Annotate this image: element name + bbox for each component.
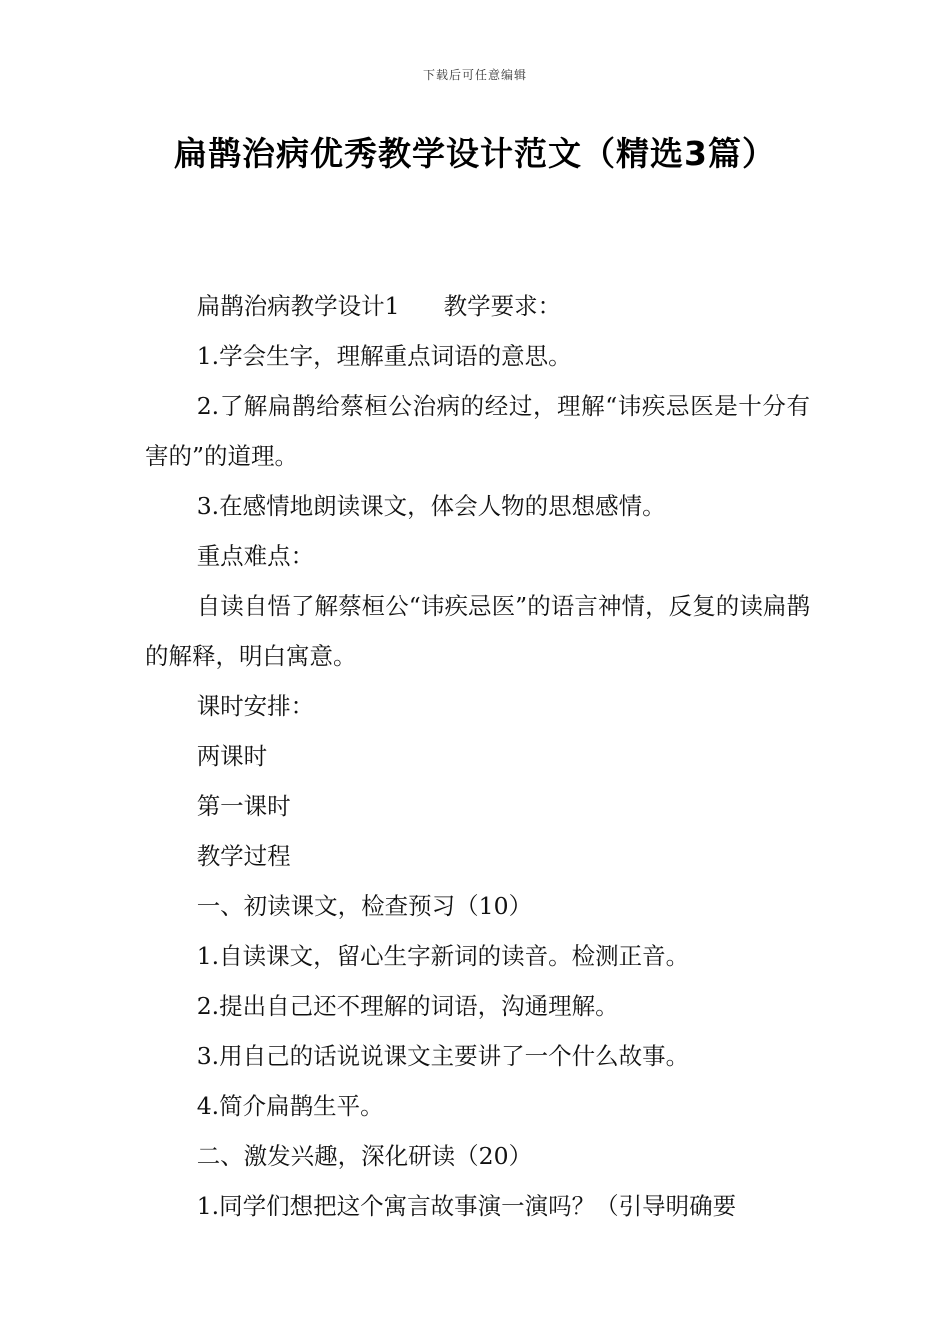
- paragraph: 自读自悟了解蔡桓公“讳疾忌医”的语言神情，反复的读扁鹊的解释，明白寓意。: [145, 592, 810, 670]
- paragraph: 第一课时: [196, 792, 291, 820]
- paragraph: 1.学会生字，理解重点词语的意思。: [196, 342, 572, 370]
- paragraph: 教学过程: [196, 842, 291, 870]
- section-subtitle: 教学要求：: [443, 292, 562, 320]
- document-body: [145, 281, 810, 1231]
- paragraph: 4.简介扁鹊生平。: [196, 1092, 384, 1120]
- paragraph: 两课时: [196, 742, 268, 770]
- section-title: 扁鹊治病教学设计1: [196, 292, 400, 320]
- paragraph-heading: [145, 281, 810, 331]
- paragraph: 2.了解扁鹊给蔡桓公治病的经过，理解“讳疾忌医是十分有害的”的道理。: [145, 392, 810, 470]
- document-title: 扁鹊治病优秀教学设计范文（精选3篇）: [174, 134, 776, 173]
- paragraph: 1.同学们想把这个寓言故事演一演吗？（引导明确要: [196, 1192, 737, 1220]
- paragraph: 2.提出自己还不理解的词语，沟通理解。: [196, 992, 619, 1020]
- paragraph: 一、初读课文，检查预习（10）: [196, 892, 533, 920]
- paragraph: 二、激发兴趣，深化研读（20）: [196, 1142, 533, 1170]
- paragraph: 3.在感情地朗读课文，体会人物的思想感情。: [196, 492, 666, 520]
- header-note: 下载后可任意编辑: [422, 68, 527, 82]
- paragraph: 3.用自己的话说说课文主要讲了一个什么故事。: [196, 1042, 690, 1070]
- paragraph: 重点难点：: [196, 542, 315, 570]
- paragraph: 1.自读课文，留心生字新词的读音。检测正音。: [196, 942, 690, 970]
- paragraph: 课时安排：: [196, 692, 315, 720]
